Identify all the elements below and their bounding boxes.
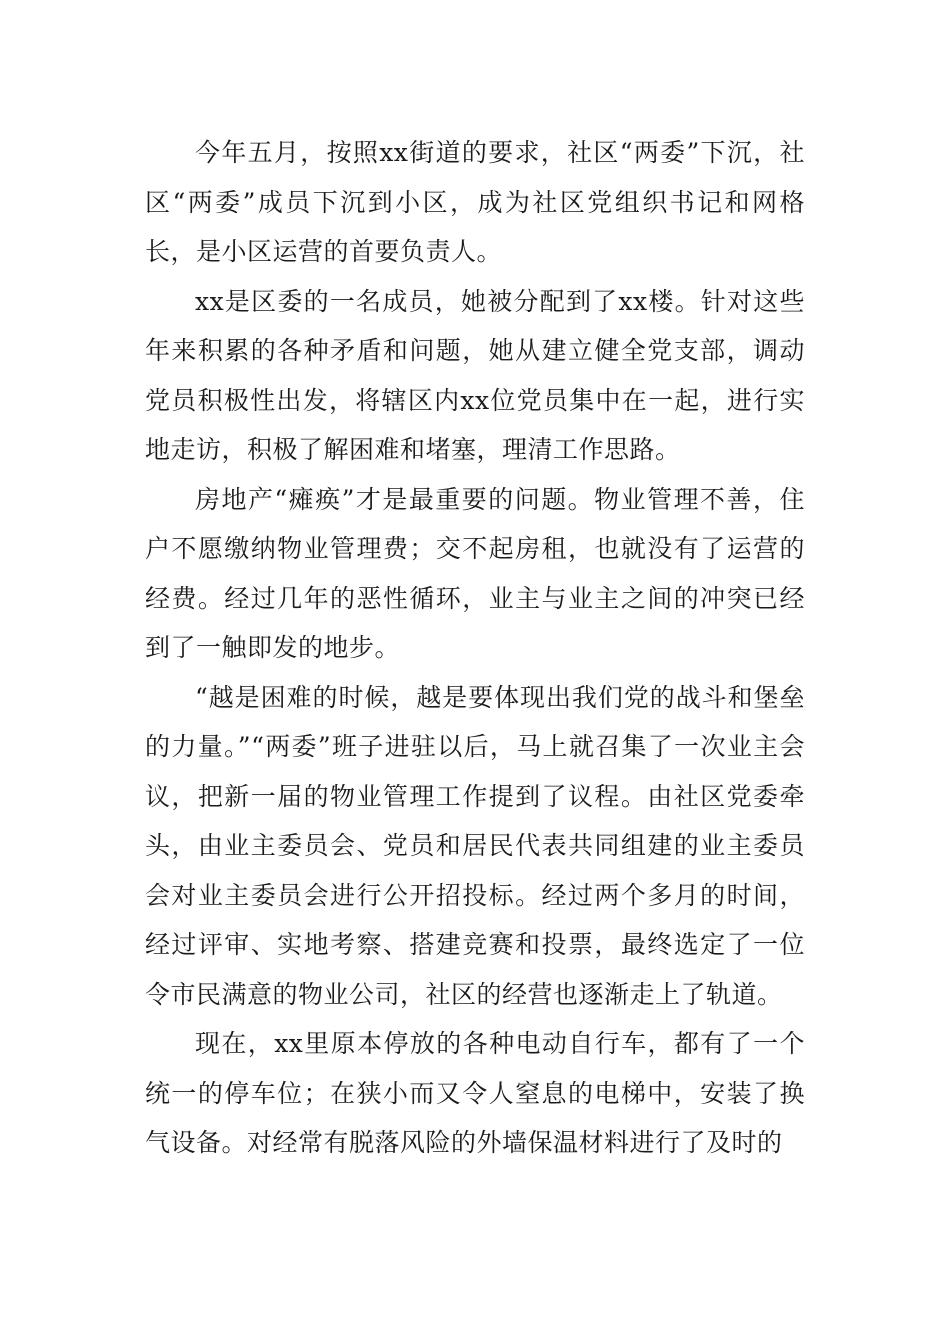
paragraph-2: xx是区委的一名成员，她被分配到了xx楼。针对这些年来积累的各种矛盾和问题，她从建立健全党支部，调动党员积极性出发，将辖区内xx位党员集中在一起，进行实地走访，积极了解困难和堵塞，理清工作思路。 bbox=[145, 286, 805, 464]
paragraph-5: 现在，xx里原本停放的各种电动自行车，都有了一个统一的停车位；在狭小而又令人窒息的电梯中，安装了换气设备。对经常有脱落风险的外墙保温材料进行了及时的 bbox=[145, 1029, 805, 1157]
paragraph-1: 今年五月，按照xx街道的要求，社区“两委”下沉，社区“两委”成员下沉到小区，成为社区党组织书记和网格长，是小区运营的首要负责人。 bbox=[145, 138, 805, 266]
document-body bbox=[145, 128, 805, 1168]
paragraph-3: 房地产“瘫痪”才是最重要的问题。物业管理不善，住户不愿缴纳物业管理费；交不起房租，也就没有了运营的经费。经过几年的恶性循环，业主与业主之间的冲突已经到了一触即发的地步。 bbox=[145, 484, 805, 662]
paragraph-4: “越是困难的时候，越是要体现出我们党的战斗和堡垒的力量。”“两委”班子进驻以后，马上就召集了一次业主会议，把新一届的物业管理工作提到了议程。由社区党委牵头，由业主委员会、党员和居民代表共同组建的业主委员会对业主委员会进行公开招投标。经过两个多月的时间，经过评审、实地考察、搭建竞赛和投票，最终选定了一位令市民满意的物业公司，社区的经营也逐渐走上了轨道。 bbox=[145, 682, 805, 1009]
